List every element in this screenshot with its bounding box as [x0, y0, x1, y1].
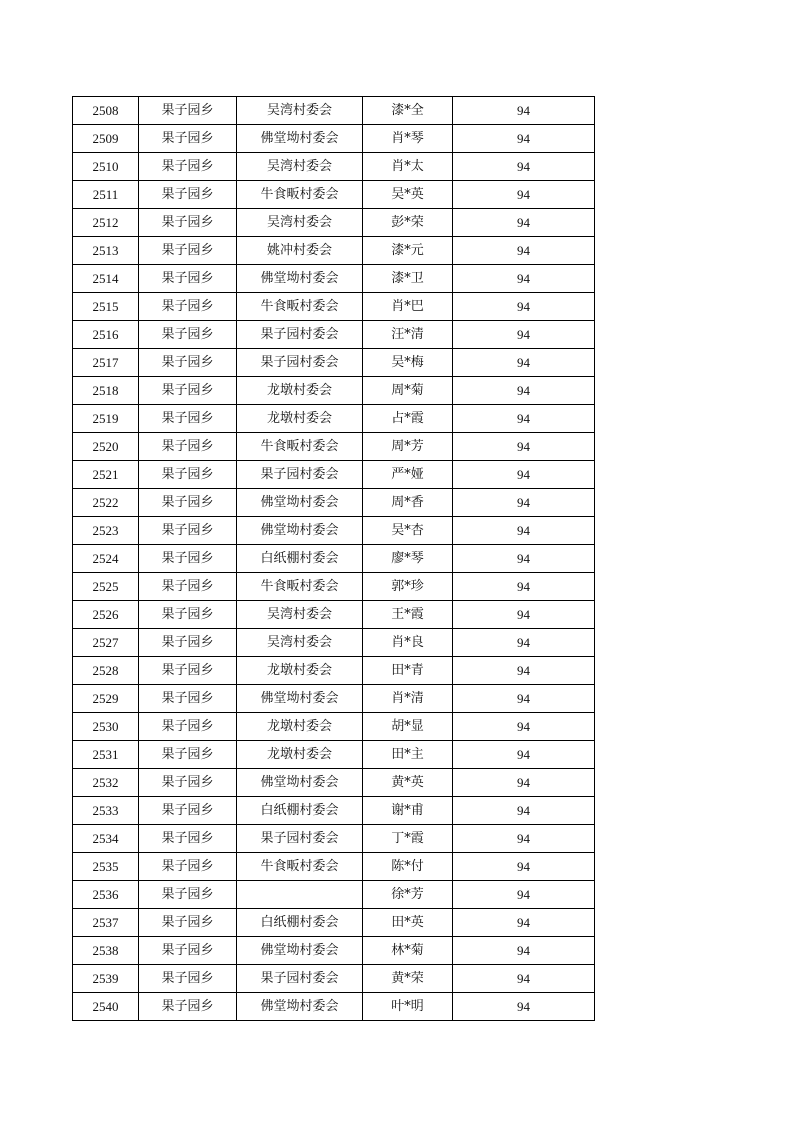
person-name-cell: 田*主	[363, 741, 453, 769]
village-committee-cell: 果子园村委会	[237, 349, 363, 377]
row-number-cell: 2535	[73, 853, 139, 881]
village-committee-cell: 龙墩村委会	[237, 713, 363, 741]
township-cell: 果子园乡	[139, 153, 237, 181]
person-name-cell: 丁*霞	[363, 825, 453, 853]
row-number-cell: 2516	[73, 321, 139, 349]
row-number-cell: 2526	[73, 601, 139, 629]
score-cell: 94	[453, 181, 595, 209]
table-row	[73, 209, 595, 237]
township-cell: 果子园乡	[139, 433, 237, 461]
row-number-cell: 2510	[73, 153, 139, 181]
score-cell: 94	[453, 237, 595, 265]
township-cell: 果子园乡	[139, 181, 237, 209]
person-name-cell: 吴*杏	[363, 517, 453, 545]
row-number-cell: 2520	[73, 433, 139, 461]
row-number-cell: 2521	[73, 461, 139, 489]
score-cell: 94	[453, 881, 595, 909]
row-number-cell: 2538	[73, 937, 139, 965]
village-committee-cell: 白纸棚村委会	[237, 797, 363, 825]
village-committee-cell: 牛食畈村委会	[237, 433, 363, 461]
person-name-cell: 肖*巴	[363, 293, 453, 321]
village-committee-cell: 佛堂坳村委会	[237, 937, 363, 965]
village-committee-cell: 吴湾村委会	[237, 209, 363, 237]
document-sheet	[72, 96, 595, 1021]
table-row	[73, 629, 595, 657]
township-cell: 果子园乡	[139, 125, 237, 153]
village-committee-cell	[237, 881, 363, 909]
township-cell: 果子园乡	[139, 545, 237, 573]
row-number-cell: 2533	[73, 797, 139, 825]
village-committee-cell: 佛堂坳村委会	[237, 517, 363, 545]
score-cell: 94	[453, 769, 595, 797]
village-committee-cell: 白纸棚村委会	[237, 545, 363, 573]
row-number-cell: 2528	[73, 657, 139, 685]
township-cell: 果子园乡	[139, 797, 237, 825]
person-name-cell: 周*菊	[363, 377, 453, 405]
person-name-cell: 严*娅	[363, 461, 453, 489]
person-name-cell: 彭*荣	[363, 209, 453, 237]
table-row	[73, 153, 595, 181]
table-row	[73, 293, 595, 321]
township-cell: 果子园乡	[139, 461, 237, 489]
row-number-cell: 2527	[73, 629, 139, 657]
village-committee-cell: 龙墩村委会	[237, 377, 363, 405]
township-cell: 果子园乡	[139, 965, 237, 993]
row-number-cell: 2511	[73, 181, 139, 209]
table-row	[73, 797, 595, 825]
score-cell: 94	[453, 517, 595, 545]
township-cell: 果子园乡	[139, 853, 237, 881]
person-name-cell: 田*英	[363, 909, 453, 937]
person-name-cell: 肖*清	[363, 685, 453, 713]
row-number-cell: 2534	[73, 825, 139, 853]
table-row	[73, 741, 595, 769]
village-committee-cell: 佛堂坳村委会	[237, 769, 363, 797]
table-row	[73, 601, 595, 629]
person-name-cell: 肖*太	[363, 153, 453, 181]
person-name-cell: 林*菊	[363, 937, 453, 965]
township-cell: 果子园乡	[139, 321, 237, 349]
row-number-cell: 2529	[73, 685, 139, 713]
township-cell: 果子园乡	[139, 293, 237, 321]
table-row	[73, 321, 595, 349]
table-row	[73, 461, 595, 489]
village-committee-cell: 吴湾村委会	[237, 601, 363, 629]
row-number-cell: 2524	[73, 545, 139, 573]
row-number-cell: 2537	[73, 909, 139, 937]
score-cell: 94	[453, 993, 595, 1021]
score-cell: 94	[453, 489, 595, 517]
table-row	[73, 825, 595, 853]
person-name-cell: 周*香	[363, 489, 453, 517]
township-cell: 果子园乡	[139, 685, 237, 713]
township-cell: 果子园乡	[139, 377, 237, 405]
village-committee-cell: 果子园村委会	[237, 321, 363, 349]
township-cell: 果子园乡	[139, 825, 237, 853]
person-name-cell: 黄*荣	[363, 965, 453, 993]
roster-table	[72, 96, 595, 1021]
roster-table-body	[73, 97, 595, 1021]
person-name-cell: 廖*琴	[363, 545, 453, 573]
township-cell: 果子园乡	[139, 909, 237, 937]
table-row	[73, 685, 595, 713]
township-cell: 果子园乡	[139, 881, 237, 909]
person-name-cell: 周*芳	[363, 433, 453, 461]
person-name-cell: 汪*清	[363, 321, 453, 349]
township-cell: 果子园乡	[139, 489, 237, 517]
person-name-cell: 王*霞	[363, 601, 453, 629]
table-row	[73, 657, 595, 685]
table-row	[73, 545, 595, 573]
village-committee-cell: 龙墩村委会	[237, 741, 363, 769]
township-cell: 果子园乡	[139, 405, 237, 433]
table-row	[73, 237, 595, 265]
person-name-cell: 徐*芳	[363, 881, 453, 909]
score-cell: 94	[453, 377, 595, 405]
table-row	[73, 433, 595, 461]
row-number-cell: 2513	[73, 237, 139, 265]
row-number-cell: 2509	[73, 125, 139, 153]
score-cell: 94	[453, 153, 595, 181]
township-cell: 果子园乡	[139, 349, 237, 377]
person-name-cell: 黄*英	[363, 769, 453, 797]
person-name-cell: 吴*英	[363, 181, 453, 209]
person-name-cell: 占*霞	[363, 405, 453, 433]
score-cell: 94	[453, 853, 595, 881]
row-number-cell: 2514	[73, 265, 139, 293]
score-cell: 94	[453, 629, 595, 657]
score-cell: 94	[453, 265, 595, 293]
village-committee-cell: 果子园村委会	[237, 965, 363, 993]
row-number-cell: 2531	[73, 741, 139, 769]
row-number-cell: 2522	[73, 489, 139, 517]
score-cell: 94	[453, 797, 595, 825]
table-row	[73, 405, 595, 433]
township-cell: 果子园乡	[139, 713, 237, 741]
score-cell: 94	[453, 601, 595, 629]
village-committee-cell: 佛堂坳村委会	[237, 489, 363, 517]
row-number-cell: 2540	[73, 993, 139, 1021]
village-committee-cell: 牛食畈村委会	[237, 293, 363, 321]
table-row	[73, 713, 595, 741]
village-committee-cell: 白纸棚村委会	[237, 909, 363, 937]
score-cell: 94	[453, 573, 595, 601]
township-cell: 果子园乡	[139, 97, 237, 125]
row-number-cell: 2536	[73, 881, 139, 909]
score-cell: 94	[453, 825, 595, 853]
table-row	[73, 265, 595, 293]
table-row	[73, 937, 595, 965]
table-row	[73, 909, 595, 937]
township-cell: 果子园乡	[139, 741, 237, 769]
score-cell: 94	[453, 349, 595, 377]
score-cell: 94	[453, 433, 595, 461]
township-cell: 果子园乡	[139, 209, 237, 237]
village-committee-cell: 佛堂坳村委会	[237, 993, 363, 1021]
table-row	[73, 965, 595, 993]
row-number-cell: 2517	[73, 349, 139, 377]
village-committee-cell: 佛堂坳村委会	[237, 125, 363, 153]
village-committee-cell: 吴湾村委会	[237, 97, 363, 125]
person-name-cell: 陈*付	[363, 853, 453, 881]
person-name-cell: 田*青	[363, 657, 453, 685]
village-committee-cell: 牛食畈村委会	[237, 573, 363, 601]
score-cell: 94	[453, 685, 595, 713]
score-cell: 94	[453, 965, 595, 993]
township-cell: 果子园乡	[139, 517, 237, 545]
score-cell: 94	[453, 293, 595, 321]
table-row	[73, 125, 595, 153]
table-row	[73, 993, 595, 1021]
row-number-cell: 2523	[73, 517, 139, 545]
row-number-cell: 2515	[73, 293, 139, 321]
row-number-cell: 2518	[73, 377, 139, 405]
row-number-cell: 2525	[73, 573, 139, 601]
person-name-cell: 叶*明	[363, 993, 453, 1021]
village-committee-cell: 佛堂坳村委会	[237, 265, 363, 293]
table-row	[73, 881, 595, 909]
row-number-cell: 2530	[73, 713, 139, 741]
person-name-cell: 肖*良	[363, 629, 453, 657]
township-cell: 果子园乡	[139, 993, 237, 1021]
person-name-cell: 吴*梅	[363, 349, 453, 377]
village-committee-cell: 牛食畈村委会	[237, 853, 363, 881]
row-number-cell: 2519	[73, 405, 139, 433]
table-row	[73, 181, 595, 209]
township-cell: 果子园乡	[139, 601, 237, 629]
score-cell: 94	[453, 741, 595, 769]
village-committee-cell: 果子园村委会	[237, 461, 363, 489]
village-committee-cell: 龙墩村委会	[237, 405, 363, 433]
village-committee-cell: 佛堂坳村委会	[237, 685, 363, 713]
village-committee-cell: 吴湾村委会	[237, 629, 363, 657]
table-row	[73, 377, 595, 405]
table-row	[73, 769, 595, 797]
township-cell: 果子园乡	[139, 769, 237, 797]
row-number-cell: 2532	[73, 769, 139, 797]
township-cell: 果子园乡	[139, 629, 237, 657]
township-cell: 果子园乡	[139, 237, 237, 265]
person-name-cell: 郭*珍	[363, 573, 453, 601]
township-cell: 果子园乡	[139, 937, 237, 965]
score-cell: 94	[453, 713, 595, 741]
score-cell: 94	[453, 937, 595, 965]
score-cell: 94	[453, 461, 595, 489]
person-name-cell: 漆*元	[363, 237, 453, 265]
village-committee-cell: 吴湾村委会	[237, 153, 363, 181]
table-row	[73, 517, 595, 545]
score-cell: 94	[453, 545, 595, 573]
village-committee-cell: 果子园村委会	[237, 825, 363, 853]
table-row	[73, 489, 595, 517]
person-name-cell: 谢*甫	[363, 797, 453, 825]
score-cell: 94	[453, 657, 595, 685]
row-number-cell: 2539	[73, 965, 139, 993]
score-cell: 94	[453, 909, 595, 937]
table-row	[73, 853, 595, 881]
score-cell: 94	[453, 209, 595, 237]
village-committee-cell: 龙墩村委会	[237, 657, 363, 685]
person-name-cell: 漆*卫	[363, 265, 453, 293]
township-cell: 果子园乡	[139, 657, 237, 685]
table-row	[73, 573, 595, 601]
person-name-cell: 漆*全	[363, 97, 453, 125]
row-number-cell: 2512	[73, 209, 139, 237]
village-committee-cell: 牛食畈村委会	[237, 181, 363, 209]
township-cell: 果子园乡	[139, 265, 237, 293]
row-number-cell: 2508	[73, 97, 139, 125]
score-cell: 94	[453, 405, 595, 433]
township-cell: 果子园乡	[139, 573, 237, 601]
person-name-cell: 肖*琴	[363, 125, 453, 153]
person-name-cell: 胡*显	[363, 713, 453, 741]
score-cell: 94	[453, 97, 595, 125]
table-row	[73, 349, 595, 377]
score-cell: 94	[453, 321, 595, 349]
table-row	[73, 97, 595, 125]
village-committee-cell: 姚冲村委会	[237, 237, 363, 265]
score-cell: 94	[453, 125, 595, 153]
